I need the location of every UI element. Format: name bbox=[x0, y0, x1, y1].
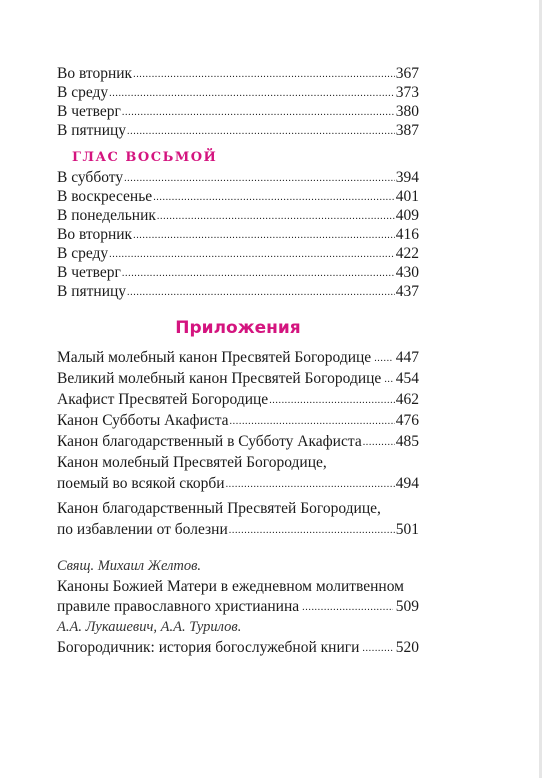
toc-entry-page: 430 bbox=[395, 264, 419, 281]
toc-entry[interactable] bbox=[57, 637, 419, 659]
toc-entry[interactable] bbox=[57, 64, 419, 83]
toc-glas8 bbox=[57, 168, 419, 301]
toc-entry-title: В субботу bbox=[57, 169, 124, 186]
toc-entry-title: Богородичник: история богослужебной книги bbox=[57, 639, 360, 656]
leader-dots bbox=[374, 348, 393, 369]
leader-dots bbox=[124, 169, 395, 188]
toc-entry[interactable] bbox=[57, 282, 419, 301]
leader-dots bbox=[133, 65, 395, 84]
toc-entry[interactable] bbox=[57, 368, 419, 389]
toc-entry-page: 454 bbox=[395, 370, 419, 387]
toc-entry-title-line: Каноны Божией Матери в ежедневном молитвенном bbox=[57, 578, 404, 595]
toc-entry[interactable] bbox=[57, 225, 419, 244]
leader-dots bbox=[157, 207, 395, 226]
toc-entry-page: 494 bbox=[395, 475, 419, 492]
toc-entry-page: 520 bbox=[395, 639, 419, 656]
toc-entry-title: В среду bbox=[57, 245, 109, 262]
toc-entry-page: 422 bbox=[395, 245, 419, 262]
toc-entry-title: В четверг bbox=[57, 103, 121, 120]
leader-dots bbox=[127, 283, 395, 302]
toc-entry-page: 394 bbox=[395, 169, 419, 186]
toc-entry-title: Во вторник bbox=[57, 65, 133, 82]
section-heading-glas: ГЛАС ВОСЬМОЙ bbox=[72, 150, 218, 165]
toc-entry[interactable] bbox=[57, 473, 419, 494]
toc-entry[interactable] bbox=[57, 102, 419, 121]
toc-entry-title-line: Канон благодарственный Пресвятей Богородице, bbox=[57, 500, 381, 517]
leader-dots bbox=[127, 122, 395, 141]
toc-entry-title: Малый молебный канон Пресвятей Богородице bbox=[57, 349, 372, 366]
toc-appendix bbox=[57, 347, 419, 540]
toc-entry-title: Во вторник bbox=[57, 226, 133, 243]
toc-entry-title: В четверг bbox=[57, 264, 121, 281]
toc-entry-title-line: Канон молебный Пресвятей Богородице, bbox=[57, 454, 327, 471]
leader-dots bbox=[226, 474, 395, 495]
toc-entry-page: 401 bbox=[395, 188, 419, 205]
leader-dots bbox=[362, 638, 392, 660]
leader-dots bbox=[109, 84, 395, 103]
toc-entry-page: 367 bbox=[395, 65, 419, 82]
toc-entry-page: 373 bbox=[395, 84, 419, 101]
toc-entry-page: 380 bbox=[395, 103, 419, 120]
toc-entry[interactable] bbox=[57, 597, 419, 617]
toc-entry-title: Канон Субботы Акафиста bbox=[57, 412, 229, 429]
leader-dots bbox=[269, 390, 395, 411]
toc-entry-title: поемый во всякой скорби bbox=[57, 475, 225, 492]
leader-dots bbox=[229, 520, 395, 541]
toc-entry-page: 476 bbox=[395, 412, 419, 429]
leader-dots bbox=[109, 245, 395, 264]
toc-entry[interactable] bbox=[57, 263, 419, 282]
toc-entry[interactable] bbox=[57, 83, 419, 102]
toc-entry-title: правиле православного христианина bbox=[57, 598, 300, 615]
article-author: А.А. Лукашевич, А.А. Турилов. bbox=[57, 619, 242, 635]
leader-dots bbox=[384, 369, 392, 390]
toc-entry-page: 387 bbox=[395, 122, 419, 139]
article-author: Свящ. Михаил Желтов. bbox=[57, 558, 202, 574]
toc-entry-title: В воскресенье bbox=[57, 188, 153, 205]
toc-articles bbox=[57, 556, 419, 659]
toc-entry-page: 437 bbox=[395, 283, 419, 300]
toc-entry-title: Великий молебный канон Пресвятей Богородице bbox=[57, 370, 382, 387]
leader-dots bbox=[363, 432, 395, 453]
toc-entry[interactable] bbox=[57, 168, 419, 187]
leader-dots bbox=[122, 103, 395, 122]
toc-entry-title: В понедельник bbox=[57, 207, 156, 224]
toc-part1 bbox=[57, 64, 419, 140]
toc-entry-title: Канон благодарственный в Субботу Акафиста bbox=[57, 433, 362, 450]
toc-entry-page: 509 bbox=[395, 598, 419, 615]
toc-entry[interactable] bbox=[57, 389, 419, 410]
leader-dots bbox=[133, 226, 395, 245]
toc-entry-title: В пятницу bbox=[57, 283, 127, 300]
toc-entry-title: В среду bbox=[57, 84, 109, 101]
toc-entry-page: 462 bbox=[395, 391, 419, 408]
toc-entry-page: 485 bbox=[395, 433, 419, 450]
leader-dots bbox=[153, 188, 395, 207]
toc-entry-page: 501 bbox=[395, 521, 419, 538]
leader-dots bbox=[302, 598, 393, 618]
toc-entry-page: 447 bbox=[395, 349, 419, 366]
leader-dots bbox=[230, 411, 395, 432]
toc-entry-title: В пятницу bbox=[57, 122, 127, 139]
toc-entry-title: Акафист Пресвятей Богородице bbox=[57, 391, 269, 408]
toc-entry[interactable] bbox=[57, 187, 419, 206]
toc-entry[interactable] bbox=[57, 244, 419, 263]
table-of-contents bbox=[57, 64, 419, 659]
toc-entry[interactable] bbox=[57, 206, 419, 225]
toc-entry[interactable] bbox=[57, 519, 419, 540]
toc-entry[interactable] bbox=[57, 410, 419, 431]
section-heading-appendix: Приложения bbox=[175, 318, 301, 338]
toc-entry-title: по избавлении от болезни bbox=[57, 521, 228, 538]
toc-entry[interactable] bbox=[57, 431, 419, 452]
toc-entry[interactable] bbox=[57, 121, 419, 140]
toc-entry[interactable] bbox=[57, 347, 419, 368]
leader-dots bbox=[122, 264, 395, 283]
toc-entry-page: 416 bbox=[395, 226, 419, 243]
toc-entry-page: 409 bbox=[395, 207, 419, 224]
